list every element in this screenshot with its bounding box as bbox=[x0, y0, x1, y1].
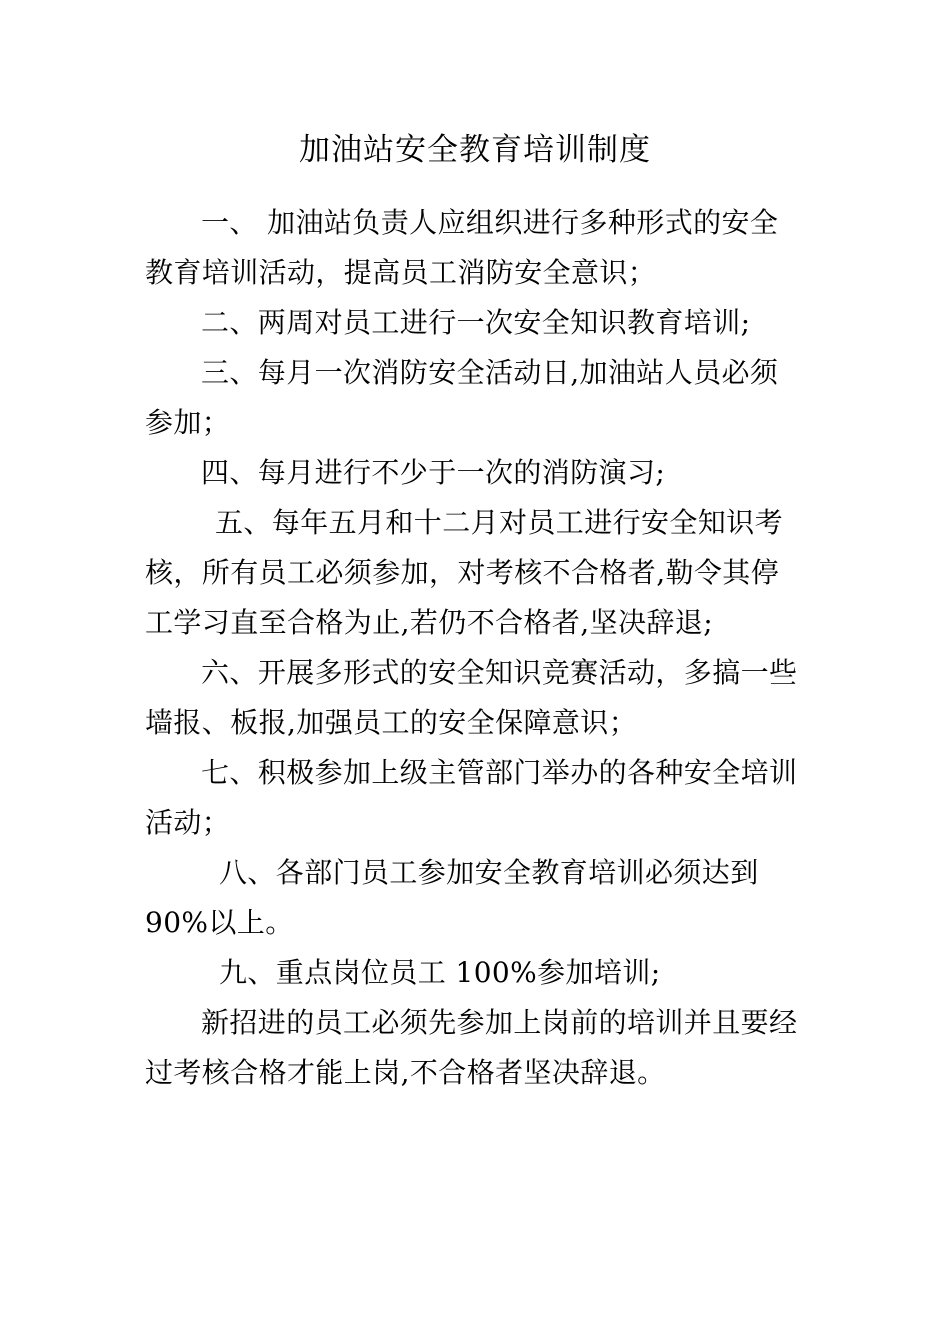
clause-5-line-2: 核，所有员工必须参加，对考核不合格者,勒令其停 bbox=[145, 556, 780, 589]
document-title: 加油站安全教育培训制度 bbox=[299, 132, 651, 168]
clause-7-line-2: 活动； bbox=[145, 806, 231, 839]
clause-6-line-2: 墙报、板报,加强员工的安全保障意识； bbox=[145, 706, 638, 739]
clause-9-line-1: 九、重点岗位员工 100%参加培训; bbox=[219, 956, 661, 989]
clause-3-line-1: 三、每月一次消防安全活动日,加油站人员必须 bbox=[201, 356, 779, 389]
clause-3-line-2: 参加； bbox=[145, 406, 231, 439]
clause-8-line-2: 90%以上。 bbox=[145, 906, 294, 939]
clause-4-line-1: 四、每月进行不少于一次的消防演习; bbox=[201, 456, 666, 489]
clause-6-line-1: 六、开展多形式的安全知识竞赛活动，多搞一些 bbox=[201, 656, 798, 689]
clause-5-line-3: 工学习直至合格为止,若仍不合格者,坚决辞退; bbox=[145, 606, 714, 639]
document-body bbox=[145, 198, 810, 1098]
closing-line-2: 过考核合格才能上岗,不合格者坚决辞退。 bbox=[145, 1056, 666, 1089]
clause-2-line-1: 二、两周对员工进行一次安全知识教育培训; bbox=[201, 306, 751, 339]
clause-5-line-1: 五、每年五月和十二月对员工进行安全知识考 bbox=[215, 506, 784, 539]
clause-1-line-2: 教育培训活动，提高员工消防安全意识； bbox=[145, 256, 657, 289]
clause-7-line-1: 七、积极参加上级主管部门举办的各种安全培训 bbox=[201, 756, 798, 789]
clause-1-line-1: 一、 加油站负责人应组织进行多种形式的安全 bbox=[201, 206, 779, 239]
closing-line-1: 新招进的员工必须先参加上岗前的培训并且要经 bbox=[201, 1006, 798, 1039]
clause-8-line-1: 八、各部门员工参加安全教育培训必须达到 bbox=[219, 856, 759, 889]
